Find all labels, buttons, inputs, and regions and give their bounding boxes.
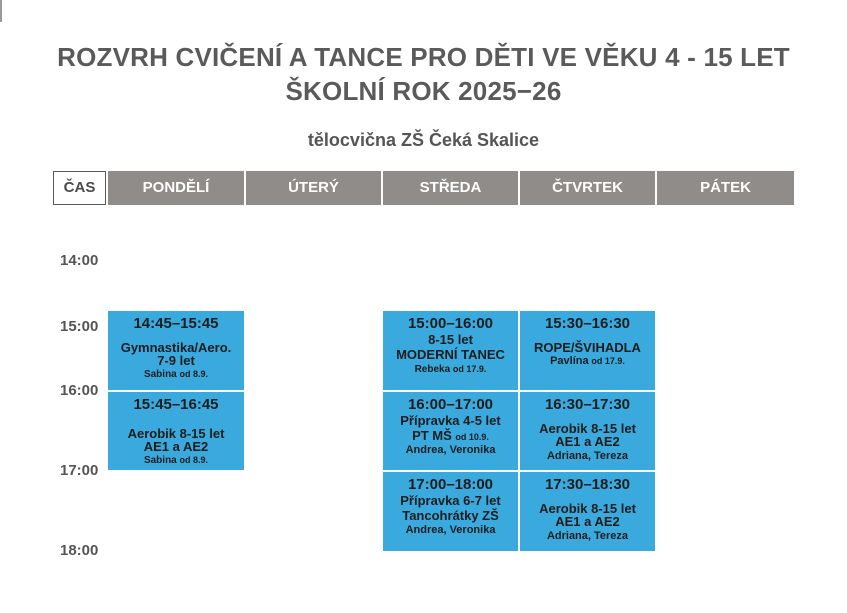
class-time: 15:00–16:00 bbox=[407, 315, 494, 332]
start-note: od 10.9. bbox=[455, 432, 489, 443]
coach-name: Adriana, Tereza bbox=[546, 450, 629, 463]
class-group: AE1 a AE2 bbox=[143, 439, 209, 455]
header-wednesday: STŘEDA bbox=[383, 171, 518, 205]
class-block-thursday-1[interactable] bbox=[520, 311, 655, 390]
class-time: 16:30–17:30 bbox=[544, 396, 631, 413]
class-name: MODERNÍ TANEC bbox=[396, 347, 505, 363]
class-time: 14:45–15:45 bbox=[133, 315, 219, 332]
start-note: od 8.9. bbox=[179, 455, 209, 466]
class-time: 15:45–16:45 bbox=[133, 396, 219, 413]
page-edge-mark bbox=[0, 0, 2, 22]
class-time: 16:00–17:00 bbox=[407, 396, 494, 413]
start-note: od 17.9. bbox=[591, 356, 625, 367]
class-name: Aerobik 8-15 let bbox=[539, 500, 636, 516]
class-group: PT MŠ bbox=[412, 428, 452, 444]
class-group: AE1 a AE2 bbox=[555, 434, 620, 450]
class-group-line bbox=[412, 429, 489, 443]
class-age: 8-15 let bbox=[428, 331, 473, 347]
class-name: ROPE/ŠVIHADLA bbox=[534, 339, 641, 355]
class-block-thursday-2[interactable] bbox=[520, 392, 655, 470]
coach-name: Sabina bbox=[143, 369, 177, 381]
header-time: ČAS bbox=[53, 171, 106, 205]
coach-name: Andrea, Veronika bbox=[405, 524, 496, 537]
class-coach-line bbox=[144, 370, 208, 381]
class-name: Aerobik 8-15 let bbox=[539, 420, 636, 436]
page-title-line2: ŠKOLNÍ ROK 2025−26 bbox=[285, 76, 562, 106]
class-block-thursday-3[interactable] bbox=[520, 472, 655, 551]
class-name: Přípravka 4-5 let bbox=[400, 412, 501, 428]
class-block-wednesday-1[interactable] bbox=[383, 311, 518, 390]
header-thursday: ČTVRTEK bbox=[520, 171, 655, 205]
class-group: AE1 a AE2 bbox=[555, 514, 620, 530]
start-note: od 17.9. bbox=[452, 364, 487, 375]
time-label-1700: 17:00 bbox=[60, 462, 99, 479]
coach-name: Rebeka bbox=[414, 364, 451, 376]
class-coach-line bbox=[550, 356, 625, 368]
class-block-wednesday-2[interactable] bbox=[383, 392, 518, 470]
location-subtitle: tělocvična ZŠ Čeká Skalice bbox=[307, 130, 540, 150]
class-coach-line bbox=[415, 365, 487, 376]
time-label-1400: 14:00 bbox=[60, 252, 99, 269]
header-monday: PONDĚLÍ bbox=[108, 171, 244, 205]
class-time: 17:00–18:00 bbox=[407, 476, 494, 493]
class-name: Aerobik 8-15 let bbox=[127, 425, 225, 441]
class-coach-line bbox=[144, 456, 208, 467]
time-label-1800: 18:00 bbox=[60, 542, 99, 559]
coach-name: Sabina bbox=[143, 455, 177, 467]
header-tuesday: ÚTERÝ bbox=[246, 171, 381, 205]
coach-name: Andrea, Veronika bbox=[405, 444, 496, 457]
coach-name: Adriana, Tereza bbox=[546, 530, 629, 543]
class-name: Přípravka 6-7 let bbox=[400, 492, 501, 508]
class-time: 17:30–18:30 bbox=[544, 476, 631, 493]
start-note: od 8.9. bbox=[179, 369, 209, 380]
coach-name: Pavlína bbox=[550, 355, 589, 368]
class-block-monday-2[interactable] bbox=[108, 392, 244, 470]
class-age: 7-9 let bbox=[157, 353, 195, 369]
class-name: Gymnastika/Aero. bbox=[120, 339, 232, 355]
time-label-1600: 16:00 bbox=[60, 382, 99, 399]
class-time: 15:30–16:30 bbox=[544, 315, 631, 332]
class-block-monday-1[interactable] bbox=[108, 311, 244, 390]
page-title-line1: ROZVRH CVIČENÍ A TANCE PRO DĚTI VE VĚKU 4 - 15 LET bbox=[57, 42, 790, 72]
class-block-wednesday-3[interactable] bbox=[383, 472, 518, 551]
class-group: Tancohrátky ZŠ bbox=[402, 508, 499, 524]
header-friday: PÁTEK bbox=[657, 171, 794, 205]
time-label-1500: 15:00 bbox=[60, 318, 99, 335]
